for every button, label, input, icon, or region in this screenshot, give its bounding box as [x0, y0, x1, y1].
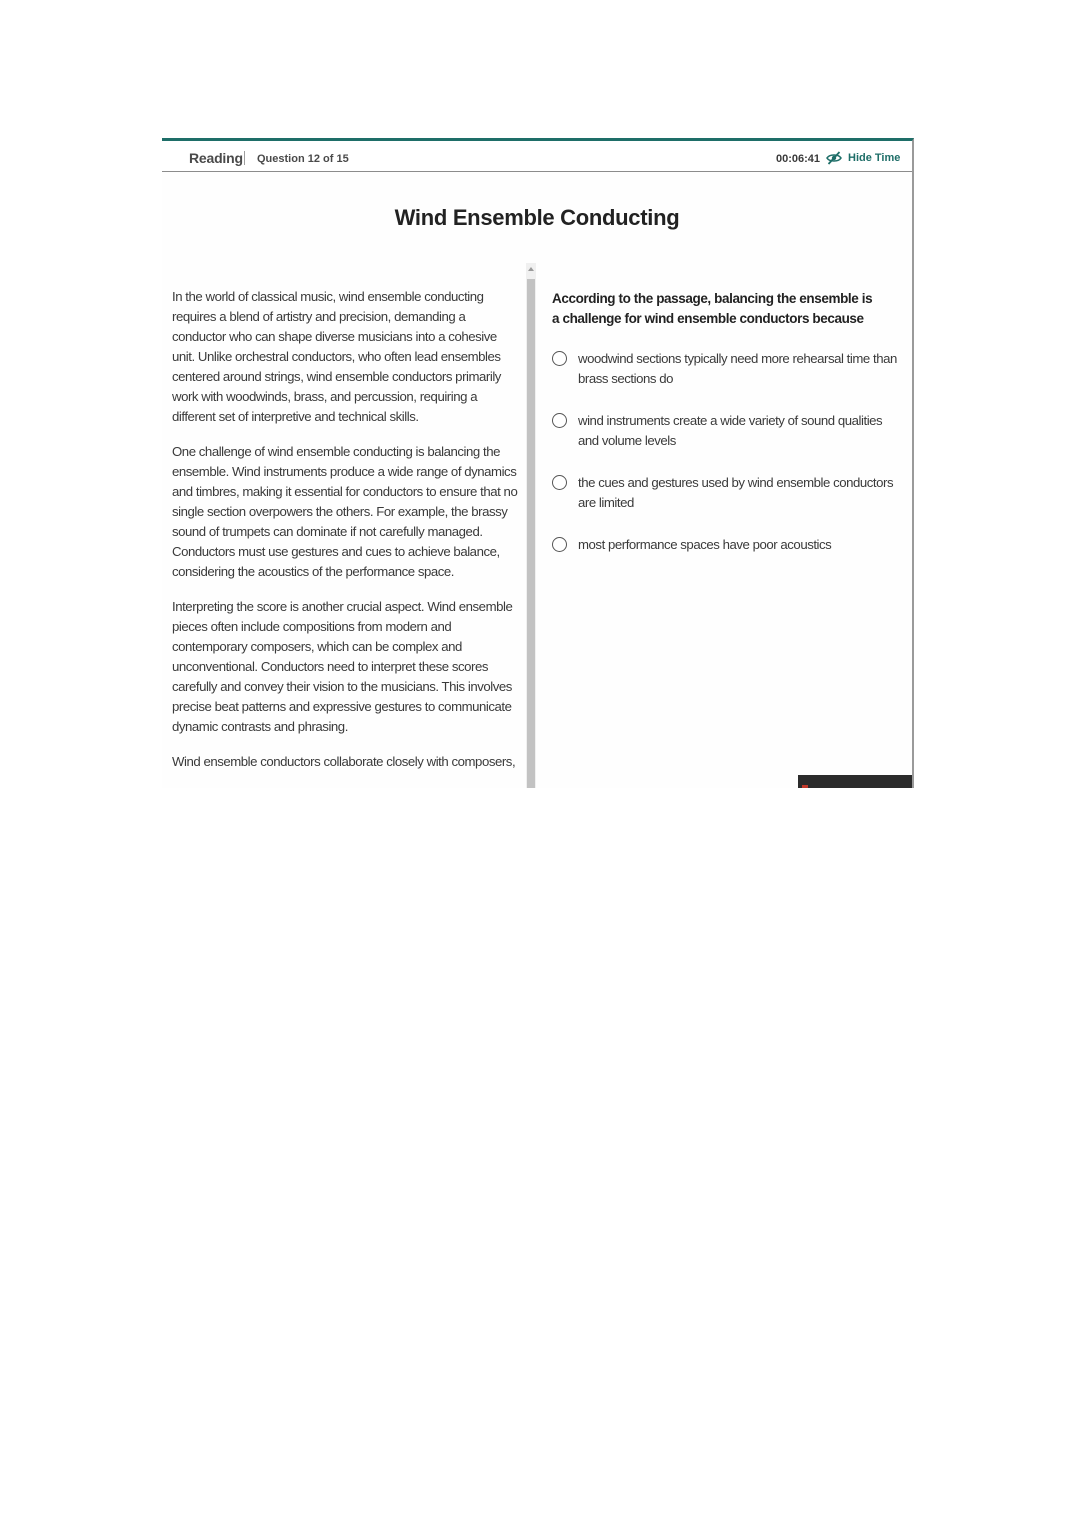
passage-paragraph: One challenge of wind ensemble conducting is balancing the ensemble. Wind instruments produce a wide range of dynamics and timbres, making it essential for conductors to ensure that no single section overpowers the others. For example, the brassy sound of trumpets can dominate if not carefully managed. Conductors must use gestures and cues to achieve balance, considering the acoustics of the performance space. [172, 444, 518, 579]
answer-option-label: wind instruments create a wide variety of sound qualities and volume levels [578, 413, 883, 448]
passage-paragraph: In the world of classical music, wind ensemble conducting requires a blend of artistry and precision, demanding a conductor who can shape diverse musicians into a cohesive unit. Unlike orchestral conductors, who often lead ensembles centered around strings, wind ensemble conductors primarily work with woodwinds, brass, and percussion, requiring a different set of interpretive and technical skills. [172, 289, 501, 424]
answer-option-b[interactable] [552, 411, 902, 451]
answer-options [552, 349, 902, 577]
header-divider [244, 151, 245, 165]
answer-option-d[interactable] [552, 535, 902, 555]
passage-title: Wind Ensemble Conducting [394, 205, 680, 230]
radio-button[interactable] [552, 475, 567, 490]
taskbar-icon [802, 785, 808, 788]
radio-button[interactable] [552, 413, 567, 428]
answer-option-c[interactable] [552, 473, 902, 513]
scroll-thumb[interactable] [527, 279, 535, 788]
hide-time-button[interactable] [826, 149, 900, 167]
os-taskbar-fragment [798, 775, 914, 788]
answer-option-a[interactable] [552, 349, 902, 389]
passage-paragraph: Interpreting the score is another crucial aspect. Wind ensemble pieces often include compositions from modern and contemporary composers, which can be complex and unconventional. Conductors need to interpret these scores carefully and convey their vision to the musicians. This involves precise beat patterns and expressive gestures to communicate dynamic contrasts and phrasing. [172, 599, 513, 734]
radio-button[interactable] [552, 537, 567, 552]
passage-scrollbar[interactable] [526, 263, 536, 788]
hide-time-label: Hide Time [848, 152, 901, 164]
answer-option-label: most performance spaces have poor acoustics [578, 537, 832, 552]
radio-button[interactable] [552, 351, 567, 366]
answer-option-label: woodwind sections typically need more rehearsal time than brass sections do [578, 351, 897, 386]
scroll-up-arrow-icon[interactable] [528, 267, 534, 271]
eye-slash-icon [826, 151, 842, 165]
passage-text [172, 287, 518, 787]
test-window [162, 138, 914, 788]
top-bar [162, 141, 912, 172]
section-label: Reading [189, 150, 243, 166]
answer-option-label: the cues and gestures used by wind ensemble conductors are limited [578, 475, 894, 510]
question-counter: Question 12 of 15 [257, 153, 349, 165]
timer: 00:06:41 [776, 153, 821, 165]
question-prompt: According to the passage, balancing the ensemble is a challenge for wind ensemble conductors because [552, 291, 873, 326]
passage-paragraph: Wind ensemble conductors collaborate closely with composers, [172, 754, 516, 769]
